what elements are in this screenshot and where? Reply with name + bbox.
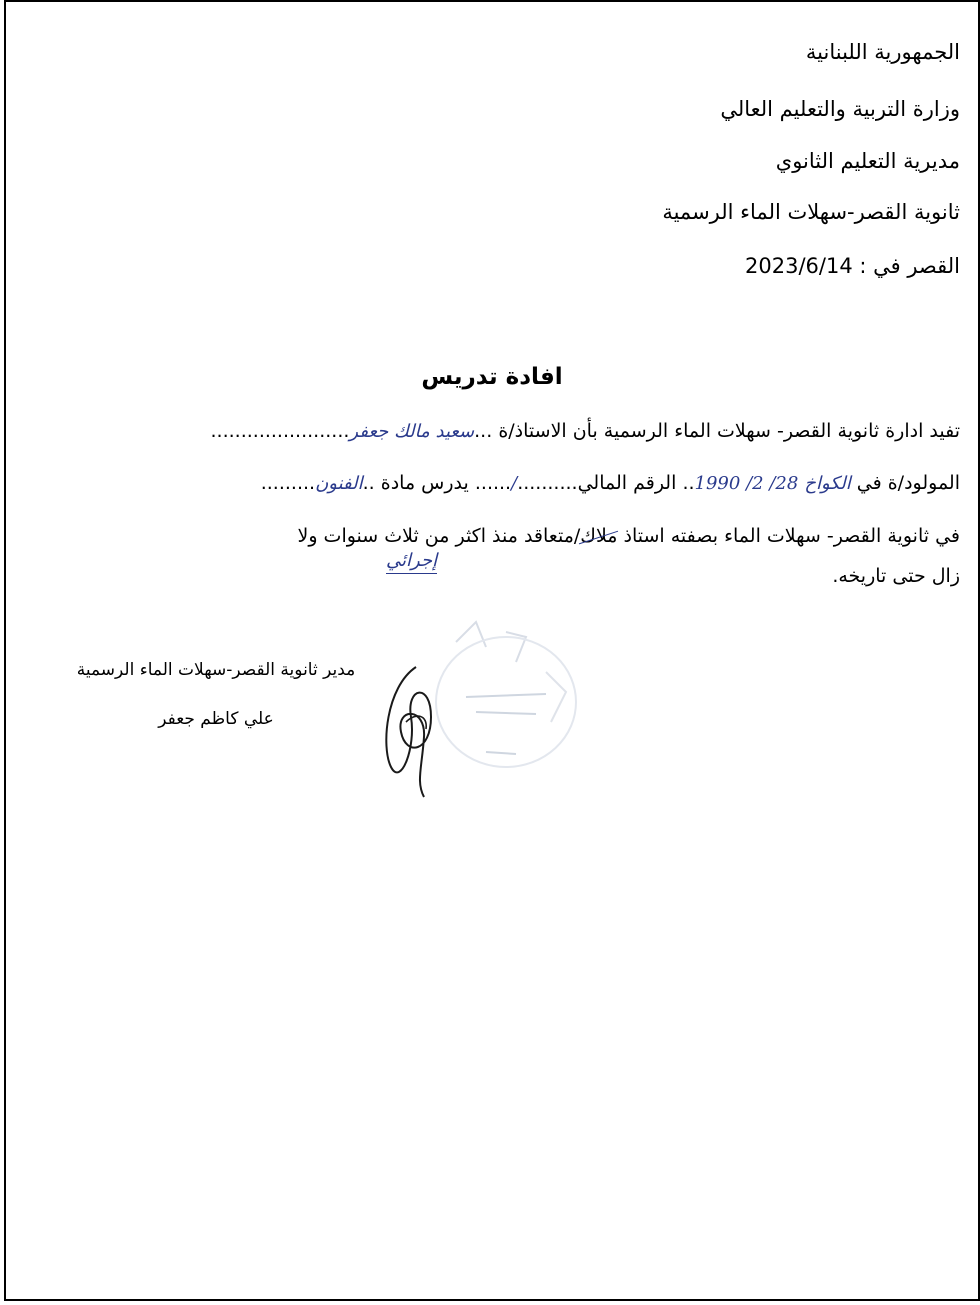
struck-word: ملاك xyxy=(580,525,618,547)
body-line-1 xyxy=(26,420,960,442)
header-ministry: وزارة التربية والتعليم العالي xyxy=(720,97,960,121)
handwritten-birth-date: 28/ 2/ 1990 xyxy=(694,473,799,494)
fill-dots: ......... xyxy=(260,472,316,494)
header-school: ثانوية القصر-سهلات الماء الرسمية xyxy=(662,200,960,224)
header-date: القصر في : 2023/6/14 xyxy=(745,254,960,278)
document-page xyxy=(4,0,980,1301)
born-label: المولود/ة في xyxy=(856,472,960,494)
body-line-4 xyxy=(26,565,960,587)
handwritten-subject: الفنون xyxy=(315,473,363,494)
statement-text: /متعاقد منذ اكثر من ثلاث سنوات ولا xyxy=(297,525,581,547)
handwritten-birth-place: الكواخ xyxy=(804,473,851,494)
statement-text: زال حتى تاريخه. xyxy=(832,565,960,587)
subject-label: يدرس مادة xyxy=(380,472,469,494)
header-directorate: مديرية التعليم الثانوي xyxy=(775,149,960,173)
document-title: افادة تدريس xyxy=(421,364,563,390)
statement-text: تفيد ادارة ثانوية القصر- سهلات الماء الرسمية بأن الاستاذ/ة xyxy=(498,420,960,442)
fill-dots: ... xyxy=(474,420,493,442)
faded-stamp-icon xyxy=(426,602,586,782)
fill-dots: .. xyxy=(362,472,375,494)
fill-dots: ....................... xyxy=(210,420,350,442)
body-line-2 xyxy=(26,472,960,494)
header-republic: الجمهورية اللبنانية xyxy=(805,40,960,64)
fill-dots: .. xyxy=(682,472,695,494)
body-line-3 xyxy=(26,525,960,547)
handwritten-finance-number: / xyxy=(511,473,518,494)
director-role: مدير ثانوية القصر-سهلات الماء الرسمية xyxy=(76,660,356,680)
statement-text: في ثانوية القصر- سهلات الماء بصفته استاذ xyxy=(617,525,960,547)
director-name: علي كاظم جعفر xyxy=(158,709,274,729)
handwritten-teacher-name: سعيد مالك جعفر xyxy=(349,421,475,442)
finance-number-label: الرقم المالي xyxy=(577,472,677,494)
fill-dots: .......... xyxy=(517,472,578,494)
handwritten-correction: إجرائي xyxy=(386,550,437,574)
signature-icon xyxy=(376,657,446,802)
fill-dots: ...... xyxy=(474,472,512,494)
